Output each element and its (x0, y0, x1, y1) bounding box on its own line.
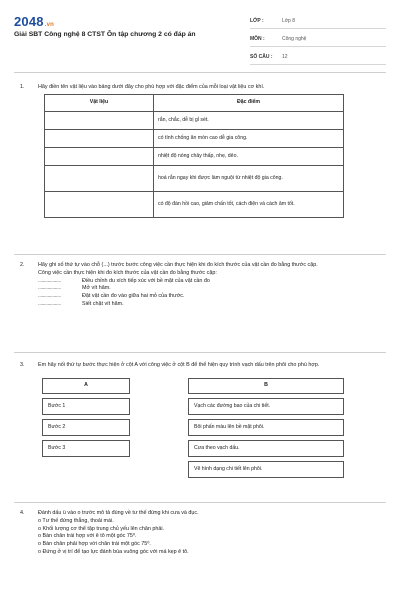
section-divider (14, 502, 386, 503)
table-header-row (45, 94, 344, 111)
material-cell[interactable] (45, 147, 154, 165)
material-cell[interactable] (45, 191, 154, 217)
logo-text: 2048 (14, 14, 44, 29)
column-header-feature: Đặc điểm (154, 94, 344, 111)
step-line (38, 301, 382, 309)
meta-row-subject (250, 32, 386, 47)
question-intro: Công việc cần thực hiện khi đo kích thước của vật cần đo bằng thước cặp: (38, 269, 217, 276)
header-divider (14, 72, 386, 73)
material-cell[interactable] (45, 129, 154, 147)
question-text: Hãy ghi số thứ tự vào chỗ (...) trước bước công việc cần thực hiện khi đo kích thước của vật cần đo bằng thước cặp. (38, 262, 318, 268)
answer-blank[interactable]: ................... (38, 285, 61, 292)
question-2 (20, 262, 382, 309)
question-1 (20, 84, 382, 218)
step-text: Điều chỉnh du xích tiếp xúc với bề mặt của vật cần đo (82, 277, 210, 284)
column-b-item[interactable]: Bôi phấn màu lên bề mặt phôi. (188, 419, 344, 436)
meta-info (250, 14, 386, 68)
table-row (45, 129, 344, 147)
question-4 (20, 510, 382, 557)
question-text: Đánh dấu ü vào o trước mô tả đúng về tư thế đứng khi cưa và đục. (38, 510, 199, 516)
question-number: 3. (20, 362, 25, 368)
meta-label: SỐ CÂU : (250, 54, 273, 60)
meta-row-count (250, 50, 386, 65)
page-title: Giải SBT Công nghệ 8 CTST Ôn tập chương 2 có đáp án (14, 31, 196, 38)
section-divider (14, 352, 386, 353)
option-item[interactable]: o Khối lượng cơ thể tập trung chủ yếu lên chân phải. (38, 525, 165, 532)
question-number: 1. (20, 84, 25, 90)
step-text: Siết chặt vít hãm. (82, 301, 124, 308)
matching-area (38, 374, 382, 482)
question-text: Em hãy nối thứ tự bước thực hiện ở cột A với công việc ở cột B để thể hiện quy trình vạch dấu trên phôi cho phù hợp. (38, 362, 320, 368)
option-item[interactable]: o Tư thế đứng thẳng, thoải mái. (38, 517, 114, 524)
feature-cell: có độ đàn hồi cao, giảm chấn tốt, cách điện và cách âm tốt. (154, 191, 344, 217)
meta-value: Công nghệ (282, 36, 307, 42)
meta-label: MÔN : (250, 36, 265, 42)
question-number: 4. (20, 510, 25, 516)
table-row (45, 111, 344, 129)
material-cell[interactable] (45, 111, 154, 129)
question-3 (20, 362, 382, 482)
material-table (44, 94, 344, 218)
option-item[interactable]: o Bàn chân trái hợp với ê tô một góc 75⁰. (38, 533, 137, 540)
column-a-item[interactable]: Bước 2 (42, 419, 130, 436)
column-b-item[interactable]: Vẽ hình dạng chi tiết lên phôi. (188, 461, 344, 478)
feature-cell: hoá rắn ngay khi được làm nguội từ nhiệt độ gia công. (154, 165, 344, 191)
section-divider (14, 254, 386, 255)
step-text: Mở vít hãm. (82, 285, 111, 292)
column-b-header: B (188, 378, 344, 394)
meta-value: 12 (282, 54, 288, 60)
option-item[interactable]: o Đứng ở vị trí để tạo lực đánh búa vuông góc với má kẹp ê tô. (38, 549, 189, 556)
material-cell[interactable] (45, 165, 154, 191)
feature-cell: rắn, chắc, dễ bị gỉ sét. (154, 111, 344, 129)
column-b-item[interactable]: Vạch các đường bao của chi tiết. (188, 398, 344, 415)
meta-value: Lớp 8 (282, 18, 296, 24)
step-line (38, 293, 382, 301)
answer-blank[interactable]: ................... (38, 277, 61, 284)
answer-blank[interactable]: ................... (38, 301, 61, 308)
logo-suffix: .vn (44, 22, 55, 28)
option-item[interactable]: o Bàn chân phải hợp với chân trái một góc 75⁰. (38, 541, 151, 548)
feature-cell: nhiệt độ nóng chảy thấp, nhẹ, dẻo. (154, 147, 344, 165)
feature-cell: có tính chống ăn mòn cao dễ gia công. (154, 129, 344, 147)
table-row (45, 147, 344, 165)
column-b-item[interactable]: Cưa theo vạch dấu. (188, 440, 344, 457)
table-row (45, 165, 344, 191)
step-text: Đặt vật cần đo vào giữa hai mỏ của thước. (82, 293, 185, 300)
table-row (45, 191, 344, 217)
column-header-material: Vật liệu (45, 94, 154, 111)
column-a-header: A (42, 378, 130, 394)
column-a-item[interactable]: Bước 1 (42, 398, 130, 415)
answer-blank[interactable]: ................... (38, 293, 61, 300)
question-number: 2. (20, 262, 25, 268)
question-text: Hãy điền tên vật liệu vào bảng dưới đây cho phù hợp với đặc điểm của mỗi loại vật liệu cơ khí. (38, 84, 265, 90)
column-a-item[interactable]: Bước 3 (42, 440, 130, 457)
site-logo[interactable] (14, 14, 54, 29)
meta-label: LỚP : (250, 18, 264, 24)
meta-row-class (250, 14, 386, 29)
